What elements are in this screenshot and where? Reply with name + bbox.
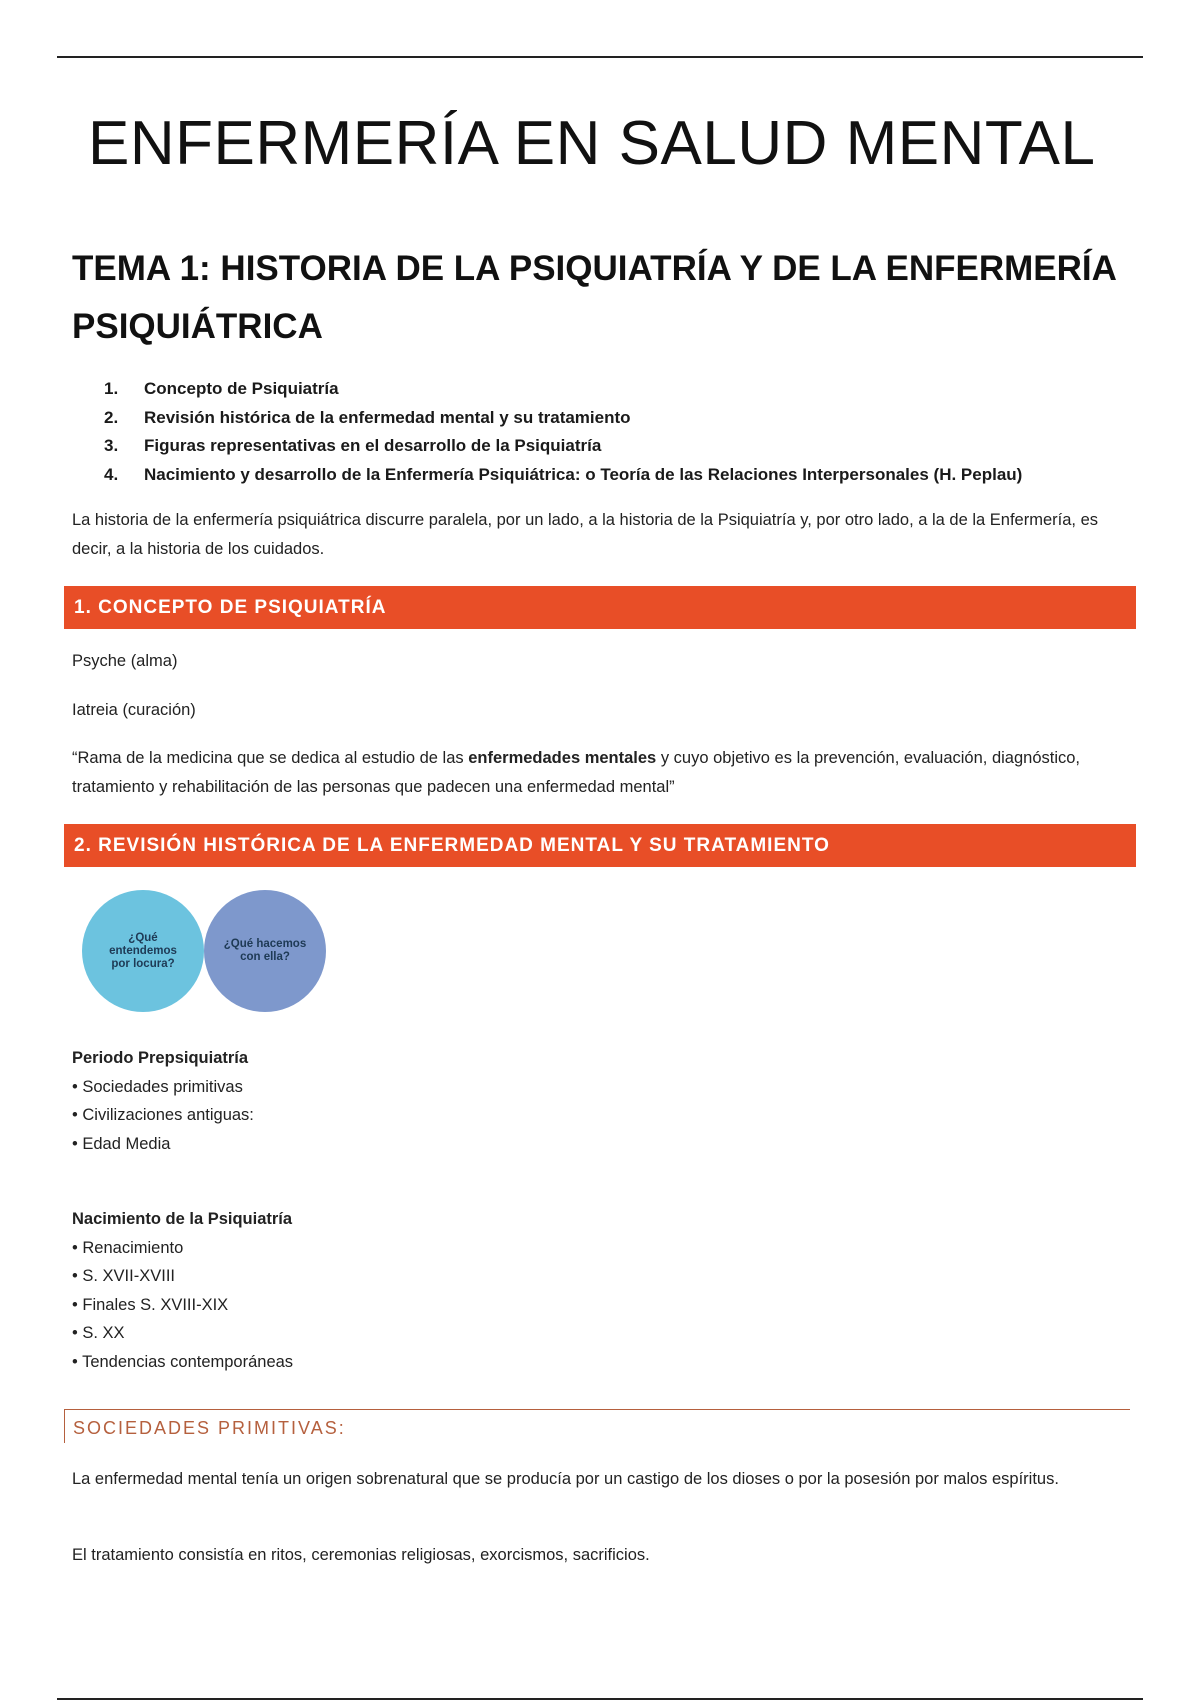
primitive-treatment-paragraph: El tratamiento consistía en ritos, ceremonias religiosas, exorcismos, sacrificios.: [72, 1546, 650, 1564]
term-iatreia: Iatreia (curación): [72, 701, 196, 719]
list-item: • Edad Media: [72, 1130, 1132, 1159]
list-item: • S. XX: [72, 1319, 1132, 1348]
toc-text: Figuras representativas en el desarrollo de la Psiquiatría: [144, 436, 602, 455]
circle-question-madness: ¿Qué entendemos por locura?: [82, 890, 204, 1012]
definition-text-start: “Rama de la medicina que se dedica al estudio de las: [72, 749, 469, 767]
topic-title: TEMA 1: HISTORIA DE LA PSIQUIATRÍA Y DE LA ENFERMERÍA PSIQUIÁTRICA: [72, 249, 1116, 346]
toc-text: Nacimiento y desarrollo de la Enfermería Psiquiátrica: o Teoría de las Relaciones Interpersonales (H. Peplau): [144, 464, 1023, 484]
toc-item: [104, 404, 1022, 433]
birth-of-psychiatry-group: [72, 1205, 1132, 1376]
definition-bold-term: enfermedades mentales: [468, 749, 657, 767]
list-item: • Finales S. XVIII-XIX: [72, 1291, 1132, 1320]
toc-item: [104, 432, 1022, 461]
toc-number: 4.: [104, 464, 119, 484]
toc-number: 1.: [104, 379, 119, 398]
subsection-heading: SOCIEDADES PRIMITIVAS:: [64, 1409, 1130, 1443]
group-title: Nacimiento de la Psiquiatría: [72, 1210, 293, 1228]
top-rule: [57, 56, 1143, 58]
definition-paragraph: [72, 744, 1132, 801]
toc-item: [104, 375, 1022, 404]
toc-number: 3.: [104, 436, 119, 455]
toc-text: Concepto de Psiquiatría: [144, 379, 339, 398]
toc-item: [104, 461, 1022, 490]
list-item: • Renacimiento: [72, 1234, 1132, 1263]
prepsychiatry-group: [72, 1044, 1132, 1158]
list-item: • S. XVII-XVIII: [72, 1262, 1132, 1291]
definition-text-end: y cuyo objetivo es la prevención, evaluación, diagnóstico, tratamiento y rehabilitación de las personas que padecen una enfermedad mental”: [72, 749, 1081, 796]
question-circles: [82, 890, 327, 1015]
section-heading-concept: 1. CONCEPTO DE PSIQUIATRÍA: [64, 586, 1136, 629]
intro-paragraph: La historia de la enfermería psiquiátrica discurre paralela, por un lado, a la historia de la Psiquiatría y, por otro lado, a la de la Enfermería, es decir, a la historia de los cuidados.: [72, 511, 1098, 558]
list-item: • Sociedades primitivas: [72, 1073, 1132, 1102]
toc-number: 2.: [104, 407, 119, 427]
bullet-list: [72, 1234, 1132, 1377]
section-heading-history: 2. REVISIÓN HISTÓRICA DE LA ENFERMEDAD MENTAL Y SU TRATAMIENTO: [64, 824, 1136, 867]
bullet-list: [72, 1073, 1132, 1159]
term-psyche: Psyche (alma): [72, 652, 178, 670]
list-item: • Civilizaciones antiguas:: [72, 1101, 1132, 1130]
table-of-contents: [104, 375, 1022, 489]
toc-text: Revisión histórica de la enfermedad mental y su tratamiento: [144, 407, 631, 427]
document-title: ENFERMERÍA EN SALUD MENTAL: [88, 109, 1096, 178]
group-title: Periodo Prepsiquiatría: [72, 1049, 249, 1067]
list-item: • Tendencias contemporáneas: [72, 1348, 1132, 1377]
primitive-origin-paragraph: La enfermedad mental tenía un origen sobrenatural que se producía por un castigo de los dioses o por la posesión por malos espíritus.: [72, 1470, 1059, 1488]
circle-question-treatment: ¿Qué hacemos con ella?: [204, 890, 326, 1012]
